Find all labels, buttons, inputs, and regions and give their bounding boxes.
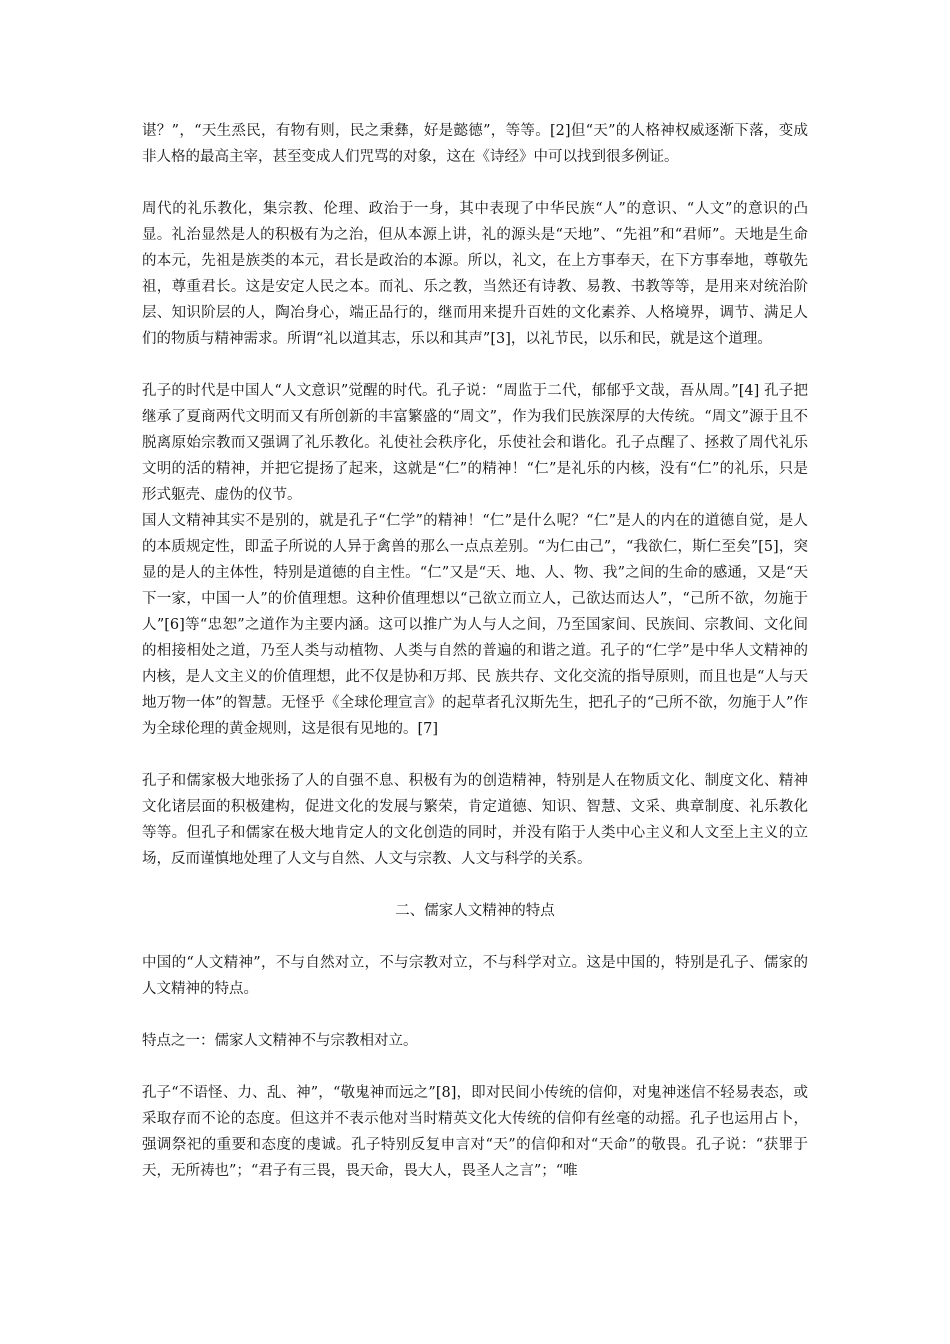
paragraph: 孔子和儒家极大地张扬了人的自强不息、积极有为的创造精神，特别是人在物质文化、制度文化、精神文化诸层面的积极建构，促进文化的发展与繁荣，肯定道德、知识、智慧、文采、典章制度、礼乐教化等等。但孔子和儒家在极大地肯定人的文化创造的同时，并没有陷于人类中心主义和人文至上主义的立场，反而谨慎地处理了人文与自然、人文与宗教、人文与科学的关系。 [142, 773, 808, 867]
paragraph: 国人文精神其实不是别的，就是孔子“仁学”的精神！“仁”是什么呢？“仁”是人的内在的道德自觉，是人的本质规定性，即孟子所说的人异于禽兽的那么一点点差别。“为仁由己”，“我欲仁，斯仁至矣”[5]，突显的是人的主体性，特别是道德的自主性。“仁”又是“天、地、人、物、我”之间的生命的感通，又是“天下一家，中国一人”的价值理想。这种价值理想以“己欲立而立人，己欲达而达人”，“己所不欲，勿施于人”[6]等“忠恕”之道作为主要内涵。这可以推广为人与人之间，乃至国家间、民族间、宗教间、文化间的相接相处之道，乃至人类与动植物、人类与自然的普遍的和谐之道。孔子的“仁学”是中华人文精神的内核，是人文主义的价值理想，此不仅是协和万邦、民 族共存、文化交流的指导原则，而且也是“人与天地万物一体”的智慧。无怪乎《全球伦理宣言》的起草者孔汉斯先生，把孔子的“己所不欲，勿施于人”作为全球伦理的黄金规则，这是很有见地的。[7] [142, 513, 808, 737]
paragraph: 孔子的时代是中国人“人文意识”觉醒的时代。孔子说：“周监于二代，郁郁乎文哉，吾从周。”[4] 孔子把继承了夏商两代文明而又有所创新的丰富繁盛的“周文”，作为我们民族深厚的大传统。“周文”源于且不脱离原始宗教而又强调了礼乐教化。礼使社会秩序化，乐使社会和谐化。孔子点醒了、拯救了周代礼乐文明的活的精神，并把它提扬了起来，这就是“仁”的精神！“仁”是礼乐的内核，没有“仁”的礼乐，只是形式躯壳、虚伪的仪节。 [142, 383, 808, 503]
section-heading: 二、儒家人文精神的特点 [395, 903, 555, 919]
document-body [142, 118, 808, 1210]
paragraph: 谌？”，“天生烝民，有物有则，民之秉彝，好是懿德”，等等。[2]但“天”的人格神权威逐渐下落，变成非人格的最高主宰，甚至变成人们咒骂的对象，这在《诗经》中可以找到很多例证。 [142, 123, 808, 165]
paragraph: 特点之一：儒家人文精神不与宗教相对立。 [142, 1033, 418, 1049]
paragraph: 孔子“不语怪、力、乱、神”，“敬鬼神而远之”[8]，即对民间小传统的信仰，对鬼神迷信不轻易表态，或采取存而不论的态度。但这并不表示他对当时精英文化大传统的信仰有丝毫的动摇。孔子也运用占卜，强调祭祀的重要和态度的虔诚。孔子特别反复申言对“天”的信仰和对“天命”的敬畏。孔子说：“获罪于天，无所祷也”；“君子有三畏，畏天命，畏大人，畏圣人之言”；“唯 [142, 1085, 808, 1179]
paragraph: 中国的“人文精神”，不与自然对立，不与宗教对立，不与科学对立。这是中国的，特别是孔子、儒家的人文精神的特点。 [142, 955, 808, 997]
paragraph: 周代的礼乐教化，集宗教、伦理、政治于一身，其中表现了中华民族“人”的意识、“人文”的意识的凸显。礼治显然是人的积极有为之治，但从本源上讲，礼的源头是“天地”、“先祖”和“君师”。天地是生命的本元，先祖是族类的本元，君长是政治的本源。所以，礼文，在上方事奉天，在下方事奉地，尊敬先祖，尊重君长。这是安定人民之本。而礼、乐之教，当然还有诗教、易教、书教等等，是用来对统治阶层、知识阶层的人，陶冶身心，端正品行的，继而用来提升百姓的文化素养、人格境界，调节、满足人们的物质与精神需求。所谓“礼以道其志，乐以和其声”[3]，以礼节民，以乐和民，就是这个道理。 [142, 201, 808, 347]
